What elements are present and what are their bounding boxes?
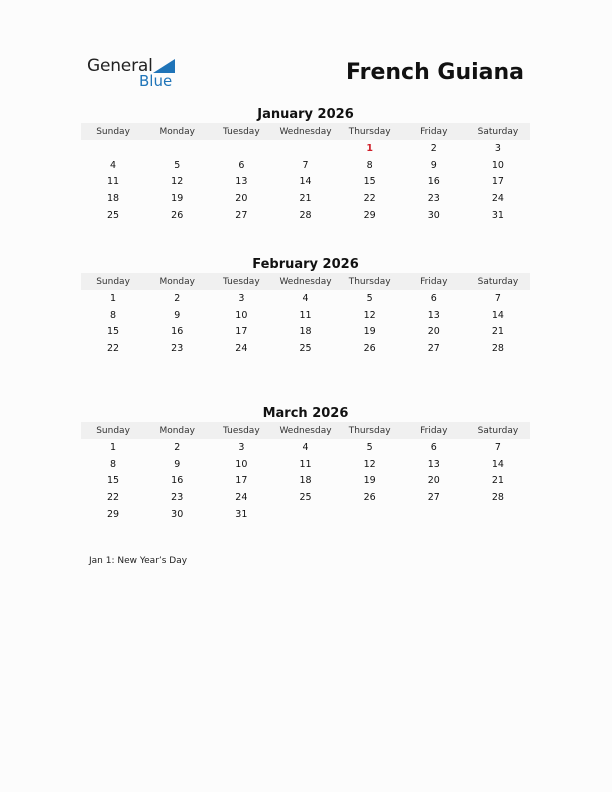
day-cell: 13 [427,309,440,321]
day-cell: 15 [363,176,376,188]
day-cell: 21 [491,326,504,338]
month-title: February 2026 [252,257,359,272]
day-cell: 16 [171,326,184,338]
day-cell: 3 [494,143,501,154]
day-cell: 28 [491,492,504,504]
day-cell: 23 [171,492,184,504]
day-cell: 7 [494,293,501,304]
day-cell: 2 [174,293,181,304]
day-cell: 12 [363,458,376,470]
day-cell: 22 [363,193,376,205]
weekday-header [81,123,530,140]
day-cell: 31 [235,508,248,520]
day-cell: 4 [110,159,117,171]
day-cell: 28 [491,343,504,355]
day-cell: 18 [299,475,312,487]
day-cell: 17 [491,176,504,188]
weekday-label: Monday [159,276,195,287]
logo-triangle-icon [153,59,175,73]
weekday-label: Sunday [96,126,130,137]
day-cell: 31 [491,209,504,221]
empty-day-cell [209,141,273,158]
day-cell: 14 [491,309,504,321]
day-cell: 30 [171,508,184,520]
weekday-label: Wednesday [279,425,332,436]
holiday-list [89,556,187,566]
day-cell: 4 [302,442,309,453]
weekday-label: Sunday [96,276,130,287]
day-cell: 25 [299,492,312,504]
weekday-label: Monday [159,425,195,436]
day-cell: 17 [235,326,248,338]
day-cell: 12 [171,176,184,188]
empty-day-cell [81,141,145,158]
day-cell: 10 [235,458,248,470]
day-cell: 15 [107,326,120,338]
day-cell: 20 [427,326,440,338]
day-cell: 26 [171,209,184,221]
holiday-item: Jan 1: New Year’s Day [89,556,188,566]
day-cell: 5 [366,442,373,453]
day-cell: 1 [110,293,117,304]
month-february [81,256,530,358]
day-cell: 6 [430,293,437,304]
day-cell: 10 [491,159,504,171]
day-cell: 30 [427,209,440,221]
day-cell: 11 [107,176,120,188]
day-cell: 26 [363,343,376,355]
weekday-label: Wednesday [279,276,332,287]
weekday-label: Friday [420,126,448,137]
day-cell: 12 [363,309,376,321]
day-cell: 24 [235,492,248,504]
day-cell: 24 [491,193,504,205]
day-cell: 14 [491,458,504,470]
day-cell: 8 [110,458,117,470]
day-cell: 9 [430,159,437,171]
day-cell: 2 [430,143,437,154]
day-cell: 21 [491,475,504,487]
weekday-label: Saturday [477,276,519,287]
general-blue-logo [87,56,187,92]
weekday-label: Monday [159,126,195,137]
day-cell: 25 [299,343,312,355]
days-grid [81,140,530,224]
month-january [81,106,530,224]
day-cell: 14 [299,176,312,188]
day-cell: 25 [107,209,120,221]
day-cell: 1 [110,442,117,453]
day-cell: 27 [427,343,440,355]
weekday-label: Tuesday [223,126,260,137]
weekday-label: Friday [420,276,448,287]
day-cell: 2 [174,442,181,453]
day-cell: 20 [427,475,440,487]
day-cell: 7 [494,442,501,453]
days-grid [81,290,530,358]
weekday-label: Sunday [96,425,130,436]
month-march [81,405,530,523]
day-cell: 19 [363,326,376,338]
day-cell: 21 [299,193,312,205]
day-cell: 10 [235,309,248,321]
day-cell: 9 [174,309,181,321]
day-cell: 5 [366,293,373,304]
day-cell: 13 [427,458,440,470]
day-cell: 27 [427,492,440,504]
empty-day-cell [273,141,337,158]
month-title: January 2026 [257,107,354,122]
day-cell: 3 [238,442,245,453]
day-cell: 8 [366,159,373,171]
day-cell: 3 [238,293,245,304]
weekday-label: Thursday [348,126,391,137]
day-cell: 19 [363,475,376,487]
weekday-label: Saturday [477,425,519,436]
day-cell: 19 [171,193,184,205]
day-cell: 9 [174,458,181,470]
weekday-label: Tuesday [223,425,260,436]
day-cell: 22 [107,343,120,355]
day-cell: 11 [299,458,312,470]
day-cell: 26 [363,492,376,504]
day-cell: 8 [110,309,117,321]
day-cell: 6 [430,442,437,453]
day-cell: 17 [235,475,248,487]
day-cell: 23 [171,343,184,355]
day-cell: 24 [235,343,248,355]
weekday-label: Wednesday [279,126,332,137]
day-cell: 18 [107,193,120,205]
month-title: March 2026 [262,406,349,421]
weekday-label: Thursday [348,276,391,287]
day-cell: 4 [302,293,309,304]
day-cell: 20 [235,193,248,205]
weekday-label: Friday [420,425,448,436]
country-title: French Guiana [345,60,524,85]
logo-general-text: General [87,56,153,76]
weekday-label: Tuesday [223,276,260,287]
days-grid [81,439,530,523]
day-cell: 29 [363,209,376,221]
day-cell: 18 [299,326,312,338]
day-cell: 27 [235,209,248,221]
weekday-label: Thursday [348,425,391,436]
day-cell: 16 [171,475,184,487]
day-cell: 5 [174,159,181,171]
day-cell: 23 [427,193,440,205]
day-cell: 11 [299,309,312,321]
day-cell: 28 [299,209,312,221]
weekday-label: Saturday [477,126,519,137]
day-cell: 15 [107,475,120,487]
day-cell: 13 [235,176,248,188]
day-cell: 22 [107,492,120,504]
weekday-header [81,273,530,290]
holiday-day-cell: 1 [366,143,373,154]
day-cell: 16 [427,176,440,188]
empty-day-cell [145,141,209,158]
weekday-header [81,422,530,439]
day-cell: 6 [238,159,245,171]
day-cell: 7 [302,159,309,171]
day-cell: 29 [107,508,120,520]
logo-blue-text: Blue [139,72,173,90]
